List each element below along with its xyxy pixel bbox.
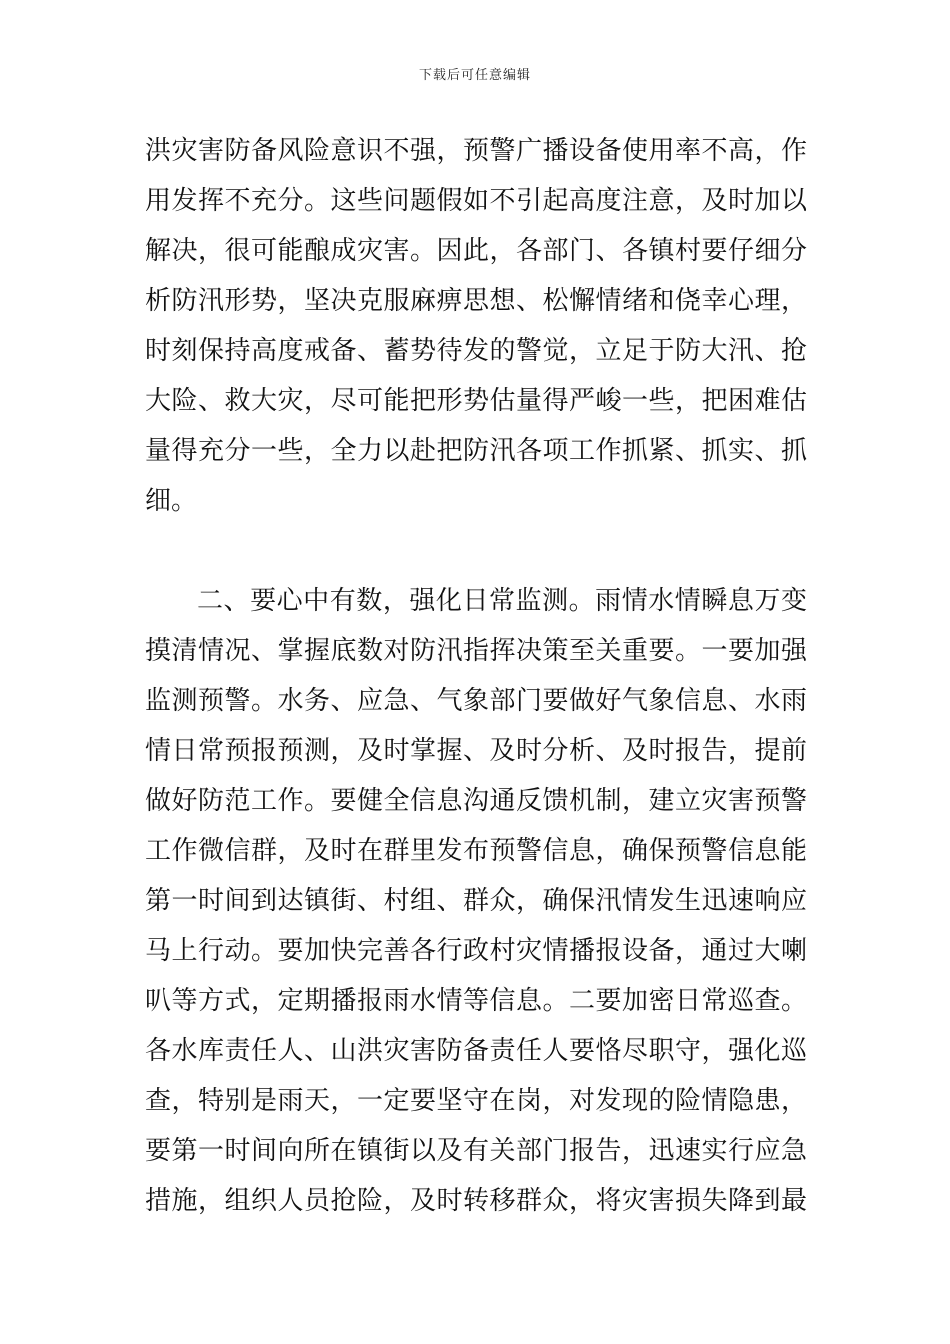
text-line: 细。 [145, 486, 198, 516]
text-line: 马上行动。要加快完善各行政村灾情播报设备，通过大喇 [145, 936, 807, 966]
text-line: 要第一时间向所在镇街以及有关部门报告，迅速实行应急 [145, 1136, 807, 1166]
text-line: 监测预警。水务、应急、气象部门要做好气象信息、水雨 [145, 686, 807, 716]
text-line: 措施，组织人员抢险，及时转移群众，将灾害损失降到最 [145, 1186, 807, 1216]
text-line: 第一时间到达镇街、村组、群众，确保汛情发生迅速响应 [145, 886, 807, 916]
text-line: 时刻保持高度戒备、蓄势待发的警觉，立足于防大汛、抢 [145, 336, 807, 366]
text-line: 查，特别是雨天，一定要坚守在岗，对发现的险情隐患， [145, 1086, 807, 1116]
text-line: 析防汛形势，坚决克服麻痹思想、松懈情绪和侥幸心理， [145, 286, 807, 316]
text-line: 摸清情况、掌握底数对防汛指挥决策至关重要。一要加强 [145, 636, 807, 666]
paragraph-1 [145, 126, 807, 526]
text-line: 二、要心中有数，强化日常监测。雨情水情瞬息万变 [197, 586, 807, 616]
text-line: 大险、救大灾，尽可能把形势估量得严峻一些，把困难估 [145, 386, 807, 416]
text-line: 用发挥不充分。这些问题假如不引起高度注意，及时加以 [145, 186, 807, 216]
text-line: 工作微信群，及时在群里发布预警信息，确保预警信息能 [145, 836, 807, 866]
page-header: 下载后可任意编辑 [418, 68, 531, 83]
paragraph-2 [145, 576, 807, 1226]
text-line: 解决，很可能酿成灾害。因此，各部门、各镇村要仔细分 [145, 236, 807, 266]
text-line: 做好防范工作。要健全信息沟通反馈机制，建立灾害预警 [145, 786, 807, 816]
text-line: 情日常预报预测，及时掌握、及时分析、及时报告，提前 [145, 736, 807, 766]
text-line: 洪灾害防备风险意识不强，预警广播设备使用率不高，作 [145, 136, 807, 166]
text-line: 叭等方式，定期播报雨水情等信息。二要加密日常巡查。 [145, 986, 807, 1016]
text-line: 各水库责任人、山洪灾害防备责任人要恪尽职守，强化巡 [145, 1036, 807, 1066]
text-line: 量得充分一些，全力以赴把防汛各项工作抓紧、抓实、抓 [145, 436, 807, 466]
